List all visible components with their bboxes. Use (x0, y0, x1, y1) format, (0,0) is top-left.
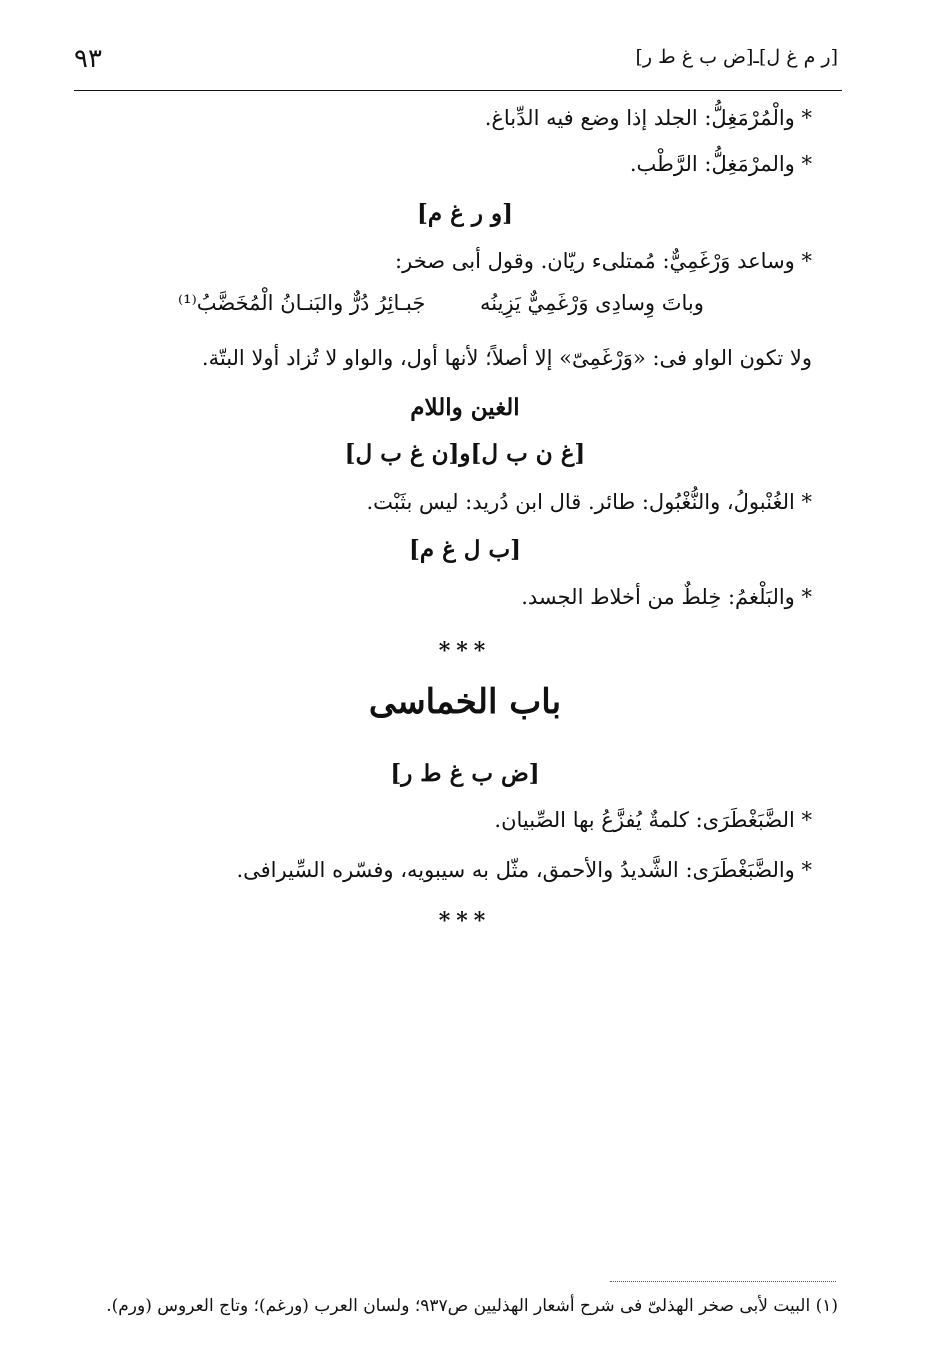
entry-line: * والبَلْغمُ: خِلطٌ من أخلاط الجسد. (521, 585, 812, 609)
running-head: [ر م غ ل]ـ[ض ب غ ط ر] (635, 46, 838, 68)
verse-second-hemistich: جَبـائِرُ دُرٌّ والبَنـانُ الْمُخَضَّبُ⁽¹⁾ (178, 291, 426, 315)
root-heading: [ض ب غ ط ر] (390, 760, 540, 787)
entry-line: * والضَّبَغْطَرَى: الشَّديدُ والأحمق، مثّل به سيبويه، وفسّره السِّيرافى. (236, 858, 812, 882)
chapter-title: باب الخماسى (368, 682, 562, 722)
entry-line: * والْمُرْمَغِلُّ: الجلد إذا وضع فيه الدِّباغ. (484, 106, 812, 130)
entry-line: * وساعد وَرْغَمِيٌّ: مُمتلىء ريّان. وقول أبى صخر: (395, 249, 812, 273)
header-rule (74, 90, 842, 91)
section-divider-stars: *** (438, 908, 492, 934)
section-divider-stars: *** (438, 638, 492, 664)
entry-line: ولا تكون الواو فى: «وَرْغَمِىّ» إلا أصلاً؛ لأنها أول، والواو لا تُزاد أولا البتّة. (201, 346, 812, 370)
footnote: (١) البيت لأبى صخر الهذلىّ فى شرح أشعار الهذليين ص٩٣٧؛ ولسان العرب (ورغم)؛ وتاج العروس (ورم). (106, 1296, 838, 1316)
entry-line: * الغُنْبولُ، والنُّغْبُول: طائر. قال ابن دُريد: ليس بثَبْت. (366, 490, 812, 514)
root-heading: [و ر غ م] (417, 200, 513, 227)
verse-first-hemistich: وباتَ وِسادِى وَرْغَمِيٌّ يَزِينُه (480, 291, 704, 315)
entry-line: * والمرْمَغِلُّ: الرَّطْب. (629, 152, 812, 176)
footnote-rule (610, 1281, 836, 1282)
page-number: ٩٣ (74, 44, 102, 74)
entry-line: * الضَّبَغْطَرَى: كلمةٌ يُفزَّعُ بها الصِّبيان. (494, 808, 812, 832)
root-heading: [ب ل غ م] (408, 536, 522, 563)
root-heading: [غ ن ب ل]و[ن غ ب ل] (344, 440, 586, 467)
section-heading: الغين واللام (410, 394, 520, 421)
